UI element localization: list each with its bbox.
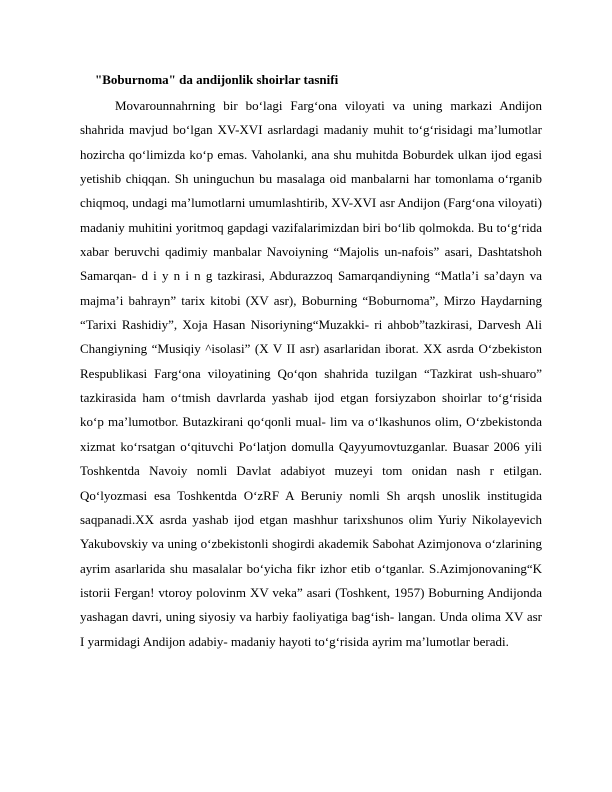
body-paragraph: Movarounnahrning bir boʻlagi Fargʻona viloyati va uning markazi Andijon shahrida mavjud boʻlgan XV-XVI asrlardagi madaniy muhit toʻgʻrisidagi maʼlumotlar hozircha qoʻlimizda koʻp emas. Vaholanki, ana shu muhitda Boburdek ulkan ijod egasi yetishib chiqqan. Sh uninguchun bu masalaga oid manbalarni har tomonlama oʻrganib chiqmoq, undagi maʼlumotlarni umumlashtirib, XV-XVI asr Andijon (Fargʻona viloyati) madaniy muhitini yoritmoq gapdagi vazifalarimizdan biri boʻlib qolmokda. Bu toʻgʻrida xabar beruvchi qadimiy manbalar Navoiyning “Majolis un-nafois” asari, Dashtatshoh Samarqan- d i y n i n g tazkirasi, Abdurazzoq Samarqandiyning “Matlaʼi saʼdayn va majmaʼi bahrayn” tarix kitobi (XV asr), Boburning “Boburnoma”, Mirzo Haydarning “Tarixi Rashidiy”, Xoja Hasan Nisoriyning“Muzakki- ri ahbob”tazkirasi, Darvesh Ali Changiyning “Musiqiy ^isolasi” (X V II asr) asarlaridan iborat. XX asrda Oʻzbekiston Respublikasi Fargʻona viloyatining Qoʻqon shahrida tuzilgan “Tazkirat ush-shuaro” tazkirasida ham oʻtmish davrlarda yashab ijod etgan forsiyzabon shoirlar toʻgʻrisida koʻp maʼlumotbor. Butazkirani qoʻqonli mual- lim va oʻlkashunos olim, Oʻzbekistonda xizmat koʻrsatgan oʻqituvchi Poʻlatjon domulla Qayyumovtuzganlar. Buasar 2006 yili Toshkentda Navoiy nomli Davlat adabiyot muzeyi tom onidan nash r etilgan. Qoʻlyozmasi esa Toshkentda OʻzRF A Beruniy nomli Sh arqsh unoslik institugida saqpanadi.XX asrda yashab ijod etgan mashhur tarixshunos olim Yuriy Nikolayevich Yakubovskiy va uning oʻzbekistonli shogirdi akademik Sabohat Azimjonova oʻzlarining ayrim asarlarida shu masalalar boʻyicha fikr izhor etib oʻtganlar. S.Azimjonovaning“K istorii Fergan! vtoroy polovinm XV veka” asari (Toshkent, 1957) Boburning Andijonda yashagan davri, uning siyosiy va harbiy faoliyatiga bagʻish- langan. Unda olima XV asr I yarmidagi Andijon adabiy- madaniy hayoti toʻgʻrisida ayrim maʼlumotlar beradi. xyxy=(80,98,542,649)
section-heading: "Boburnoma" da andijonlik shoirlar tasnifi xyxy=(95,72,339,87)
